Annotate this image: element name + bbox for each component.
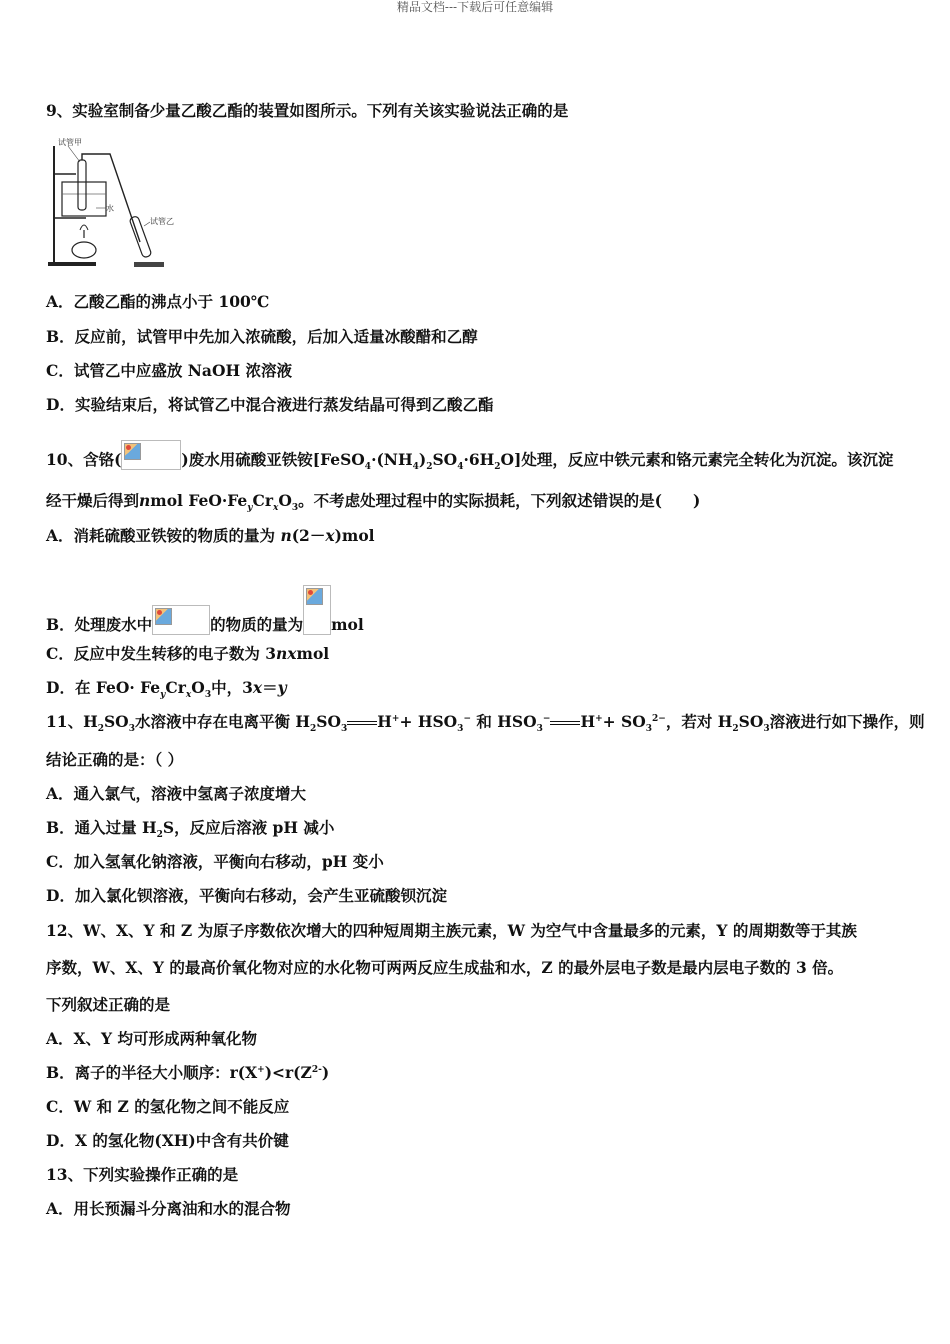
equilibrium-arrow-icon [347,718,377,728]
esterification-apparatus-figure [46,138,181,270]
dichromate-formula-image [121,440,181,470]
label-tube-b: 试管乙 [150,217,174,226]
equilibrium-arrow-icon [550,718,580,728]
fraction-expression-image [303,585,331,635]
q10-option-d: D．在 $FeO\cdot Fe_yCr_xO_3$中，3x＝y [46,678,287,701]
q9-option-d: D．实验结束后，将试管乙中混合液进行蒸发结晶可得到乙酸乙酯 [46,395,494,414]
q9-option-a: A．乙酸乙酯的沸点小于 100℃ [46,292,270,311]
q13-option-a: A．用长预漏斗分离油和水的混合物 [46,1199,291,1218]
q13-stem: 13、下列实验操作正确的是 [46,1165,239,1184]
q10-option-a: A．消耗硫酸亚铁铵的物质的量为 n(2－x)mol [46,526,375,545]
q12-option-a: A．X、Y 均可形成两种氧化物 [46,1029,258,1048]
q11-option-a: A．通入氯气，溶液中氢离子浓度增大 [46,784,307,803]
q10-stem-line2: 经干燥后得到nmol $FeO\cdot Fe_yCr_xO_3$。不考虑处理过程中的实际损耗，下列叙述错误的是( ) [46,491,701,514]
label-tube-a: 试管甲 [58,138,82,147]
q9-option-c: C．试管乙中应盛放 NaOH 浓溶液 [46,361,292,380]
dichromate-ion-image [152,605,210,635]
q12-stem-line2: 序数，W、X、Y 的最高价氧化物对应的水化物可两两反应生成盐和水，Z 的最外层电子数是最内层电子数的 3 倍。 [46,958,844,977]
q12-stem-line3: 下列叙述正确的是 [46,995,171,1014]
q12-option-c: C．W 和 Z 的氢化物之间不能反应 [46,1097,290,1116]
q10-option-c: C．反应中发生转移的电子数为 3nxmol [46,644,330,663]
q9-option-b: B．反应前，试管甲中先加入浓硫酸，后加入适量冰酸醋和乙醇 [46,327,478,346]
q11-stem-line1: 11、$H_2SO_3$水溶液中存在电离平衡 $H_2SO_3$ $H^++ HSO_3^-$ 和 $HSO_3^-$ $H^++ SO_3^{2-}$，若对 $H_2SO_3$溶液进行如下操作，则 [46,712,925,735]
q12-option-b: B．离子的半径大小顺序：$r(X^+)<r(Z^{2-})$ [46,1063,330,1082]
q11-option-c: C．加入氢氧化钠溶液，平衡向右移动，pH 变小 [46,852,384,871]
q11-option-d: D．加入氯化钡溶液，平衡向右移动，会产生亚硫酸钡沉淀 [46,886,447,905]
page-header: 精品文档---下载后可任意编辑 [396,0,554,14]
q12-stem-line1: 12、W、X、Y 和 Z 为原子序数依次增大的四种短周期主族元素，W 为空气中含量最多的元素，Y 的周期数等于其族 [46,921,857,940]
q11-stem-line2: 结论正确的是：（ ） [46,750,184,769]
q11-option-b: B．通入过量 $H_2S$，反应后溶液 pH 减小 [46,818,335,841]
q10-option-b: B．处理废水中 的物质的量为 mol [46,585,364,635]
label-water: 水 [106,204,114,213]
q12-option-d: D．X 的氢化物(XH)中含有共价键 [46,1131,289,1150]
q9-stem: 9、实验室制备少量乙酸乙酯的装置如图所示。下列有关该实验说法正确的是 [46,101,569,120]
q10-stem-line1: 10、含铬( )废水用硫酸亚铁铵$[FeSO_4\cdot(NH_4)_2SO_4\cdot 6H_2O]$处理，反应中铁元素和铬元素完全转化为沉淀。该沉淀 [46,440,893,470]
